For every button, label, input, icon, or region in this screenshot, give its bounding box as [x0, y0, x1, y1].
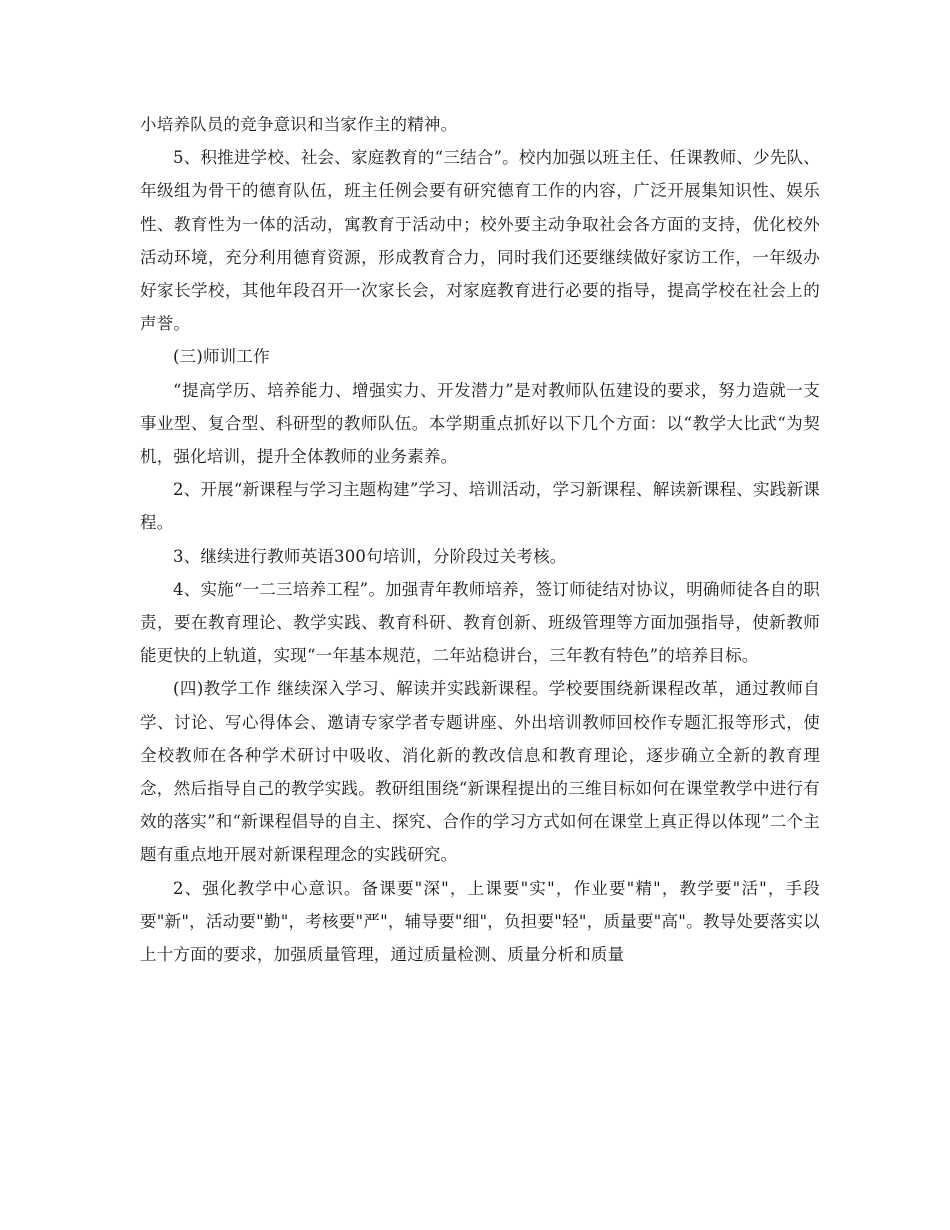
paragraph-item-2-teaching: 2、强化教学中心意识。备课要"深"，上课要"实"，作业要"精"，教学要"活"，手段要"新"，活动要"勤"，考核要"严"，辅导要"细"，负担要"轻"，质量要"高"。教导处要落实以上十方面的要求，加强质量管理，通过质量检测、质量分析和质量 [140, 878, 820, 965]
paragraph-item-4-training: 4、实施“一二三培养工程”。加强青年教师培养，签订师徒结对协议，明确师徒各自的职责，要在教育理论、教学实践、教育科研、教育创新、班级管理等方面加强指导，使新教师能更快的上轨道，实现“一年基本规范，二年站稳讲台，三年教有特色”的培养目标。 [140, 579, 820, 666]
paragraph-item-5: 5、积推进学校、社会、家庭教育的“三结合”。校内加强以班主任、任课教师、少先队、年级组为骨干的德育队伍，班主任例会要有研究德育工作的内容，广泛开展集知识性、娱乐性、教育性为一体的活动，寓教育于活动中；校外要主动争取社会各方面的支持，优化校外活动环境，充分利用德育资源，形成教育合力，同时我们还要继续做好家访工作，一年级办好家长学校，其他年段召开一次家长会，对家庭教育进行必要的指导，提高学校在社会上的声誉。 [140, 148, 820, 334]
section-heading-teacher-training: (三)师训工作 [173, 347, 270, 367]
paragraph-teacher-training-intro: “提高学历、培养能力、增强实力、开发潜力”是对教师队伍建设的要求，努力造就一支事业型、复合型、科研型的教师队伍。本学期重点抓好以下几个方面：以“教学大比武“为契机，强化培训，提升全体教师的业务素养。 [140, 380, 820, 467]
paragraph-item-2-training: 2、开展“新课程与学习主题构建”学习、培训活动，学习新课程、解读新课程、实践新课程。 [140, 480, 820, 533]
document-body [140, 108, 820, 971]
paragraph-continuation: 小培养队员的竞争意识和当家作主的精神。 [140, 115, 458, 134]
paragraph-item-3-training: 3、继续进行教师英语300句培训，分阶段过关考核。 [173, 546, 567, 566]
section-heading-teaching-work: (四)教学工作 继续深入学习、解读并实践新课程。学校要围绕新课程改革，通过教师自学、讨论、写心得体会、邀请专家学者专题讲座、外出培训教师回校作专题汇报等形式，使全校教师在各种学术研讨中吸收、消化新的教改信息和教育理论，逐步确立全新的教育理念，然后指导自己的教学实践。教研组围绕“新课程提出的三维目标如何在课堂教学中进行有效的落实”和“新课程倡导的自主、探究、合作的学习方式如何在课堂上真正得以体现”二个主题有重点地开展对新课程理念的实践研究。 [140, 679, 820, 865]
